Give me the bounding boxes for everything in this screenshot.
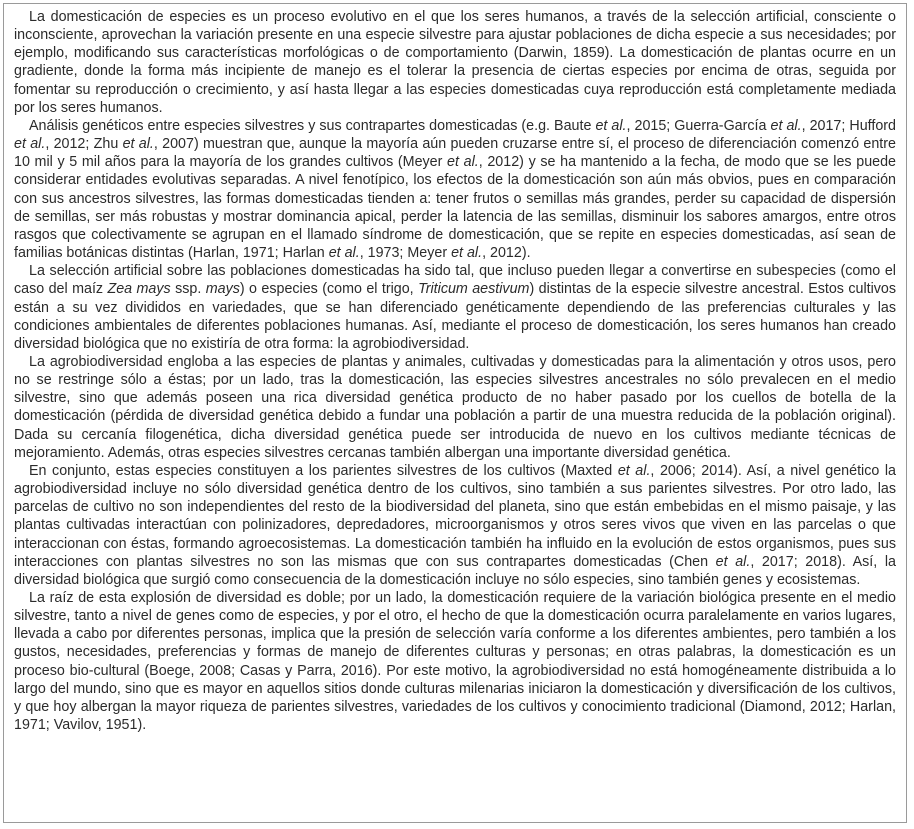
italic-text: et al. bbox=[617, 462, 651, 479]
italic-text: mays bbox=[205, 281, 240, 298]
text-run: En conjunto, estas especies constituyen a los parientes silvestres de los cultivos (Maxted bbox=[29, 462, 618, 479]
paragraph-domesticacion-definicion bbox=[14, 8, 896, 117]
paragraph-parientes-silvestres bbox=[14, 462, 896, 589]
paragraph-analisis-geneticos bbox=[14, 117, 896, 262]
paragraph-seleccion-artificial bbox=[14, 262, 896, 353]
document-frame bbox=[3, 3, 907, 823]
italic-text: et al. bbox=[715, 553, 751, 570]
text-run: ) distintas de la especie silvestre ancestral. Estos cultivos están a su vez divididos en variedades, que se han diferenciado genéticamente dependiendo de las preferencias culturales y las condiciones ambientales de diferentes poblaciones humanas. Así, mediante el proceso de domesticación, los seres humanos han creado diversidad biológica que no existiría de otra forma: la agrobiodiversidad. bbox=[14, 281, 897, 352]
italic-text: et al. bbox=[451, 245, 483, 262]
text-run: , 2017; 2018). Así, la diversidad biológica que surgió como consecuencia de la domesticación incluye no sólo especies, sino también genes y ecosistemas. bbox=[14, 553, 896, 588]
italic-text: et al. bbox=[122, 136, 154, 153]
text-run: , 2017; Hufford bbox=[801, 117, 896, 134]
italic-text: Triticum aestivum bbox=[418, 281, 530, 298]
text-run: Análisis genéticos entre especies silvestres y sus contrapartes domesticadas (e.g. Baute bbox=[29, 117, 596, 134]
paragraph-raiz-diversidad bbox=[14, 589, 896, 734]
text-run: ) o especies (como el trigo, bbox=[239, 281, 419, 298]
italic-text: Zea mays bbox=[107, 281, 171, 298]
text-run: , 2012; Zhu bbox=[45, 136, 123, 153]
italic-text: et al. bbox=[14, 136, 46, 153]
text-run: La domesticación de especies es un proceso evolutivo en el que los seres humanos, a través de la selección artificial, consciente o inconsciente, aprovechan la variación presente en una especie silvestre para ajustar poblaciones de dicha especie a sus necesidades; por ejemplo, modificando sus características morfológicas o de comportamiento (Darwin, 1859). La domesticación de plantas ocurre en un gradiente, donde la forma más incipiente de manejo es el tolerar la presencia de ciertas especies por encima de otras, seguida por fomentar su reproducción o crecimiento, y así hasta llegar a las especies domesticadas cuya reproducción está completamente mediada por los seres humanos. bbox=[14, 9, 896, 116]
italic-text: et al. bbox=[595, 117, 627, 134]
text-run: , 1973; Meyer bbox=[359, 245, 452, 262]
paragraph-agrobiodiversidad bbox=[14, 353, 896, 462]
italic-text: et al. bbox=[447, 154, 479, 171]
text-run: La raíz de esta explosión de diversidad es doble; por un lado, la domesticación requiere de la variación biológica presente en el medio silvestre, tanto a nivel de genes como de especies, y por el otro, el hecho de que la domesticación ocurra paralelamente en varios lugares, llevada a cabo por diferentes personas, implica que la presión de selección varía conforme a los diferentes ambientes, pero también a los gustos, necesidades, preferencias y formas de manejo de diferentes culturas y personas; en otras palabras, la domesticación es un proceso bio-cultural (Boege, 2008; Casas y Parra, 2016). Por este motivo, la agrobiodiversidad no está homogéneamente distribuida a lo largo del mundo, sino que es mayor en aquellos sitios donde culturas milenarias iniciaron la domesticación y diversificación de los cultivos, y que hoy albergan la mayor riqueza de parientes silvestres, variedades de los cultivos y conocimiento tradicional (Diamond, 2012; Harlan, 1971; Vavilov, 1951). bbox=[14, 590, 896, 734]
text-run: , 2012). bbox=[482, 245, 531, 262]
text-run: , 2006; 2014). Así, a nivel genético la agrobiodiversidad incluye no sólo diversidad genética dentro de los cultivos, sino también a sus parientes silvestres. Por otro lado, las parcelas de cultivo no son independientes del resto de la biodiversidad del planeta, sino que están embebidas en el mismo paisaje, y las plantas cultivadas interactúan con polinizadores, depredadores, microorganismos y otros seres vivos que viven en las parcelas o que interaccionan con éstas, formando agroecosistemas. La domesticación también ha influido en la evolución de estos organismos, pues sus interacciones con plantas silvestres no son las mismas que con sus contrapartes domesticadas (Chen bbox=[14, 462, 896, 570]
body-text bbox=[14, 8, 896, 734]
text-run: , 2015; Guerra-García bbox=[626, 117, 771, 134]
text-run: La agrobiodiversidad engloba a las especies de plantas y animales, cultivadas y domesticadas para la alimentación y otros usos, pero no se restringe sólo a éstas; por un lado, tras la domesticación, las especies silvestres ancestrales no sólo prevalecen en el medio silvestre, sino que además poseen una rica diversidad genética producto de no haber pasado por los cuellos de botella de la domesticación (pérdida de diversidad genética debido a fundar una población a partir de una muestra reducida de la población original). Dada su cercanía filogenética, dicha diversidad genética puede ser introducida de nuevo en los cultivos mediante técnicas de mejoramiento. Además, otras especies silvestres cercanas también albergan una importante diversidad genética. bbox=[14, 353, 896, 461]
text-run: , 2007) muestran que, aunque la mayoría aún pueden cruzarse entre sí, el proceso de diferenciación comenzó entre 10 mil y 5 mil años para la mayoría de los grandes cultivos (Meyer bbox=[14, 136, 896, 171]
text-run: , 2012) y se ha mantenido a la fecha, de modo que se les puede considerar entidades evolutivas separadas. A nivel fenotípico, los efectos de la domesticación son aún más obvios, pues en comparación con sus ancestros silvestres, las formas domesticadas tienden a: tener frutos o semillas más grandes, perder su capacidad de dispersión de semillas, ser más robustas y mostrar dominancia apical, perder la latencia de las semillas, disminuir los sabores amargos, entre otros rasgos que colectivamente se agrupan en el llamado síndrome de domesticación, que se repite en especies domesticadas, así sean de familias botánicas distintas (Harlan, 1971; Harlan bbox=[14, 154, 896, 262]
text-run: La selección artificial sobre las poblaciones domesticadas ha sido tal, que incluso pueden llegar a convertirse en subespecies (como el caso del maíz bbox=[14, 263, 896, 298]
text-run: ssp. bbox=[170, 281, 206, 298]
italic-text: et al. bbox=[328, 245, 360, 262]
italic-text: et al. bbox=[770, 117, 802, 134]
